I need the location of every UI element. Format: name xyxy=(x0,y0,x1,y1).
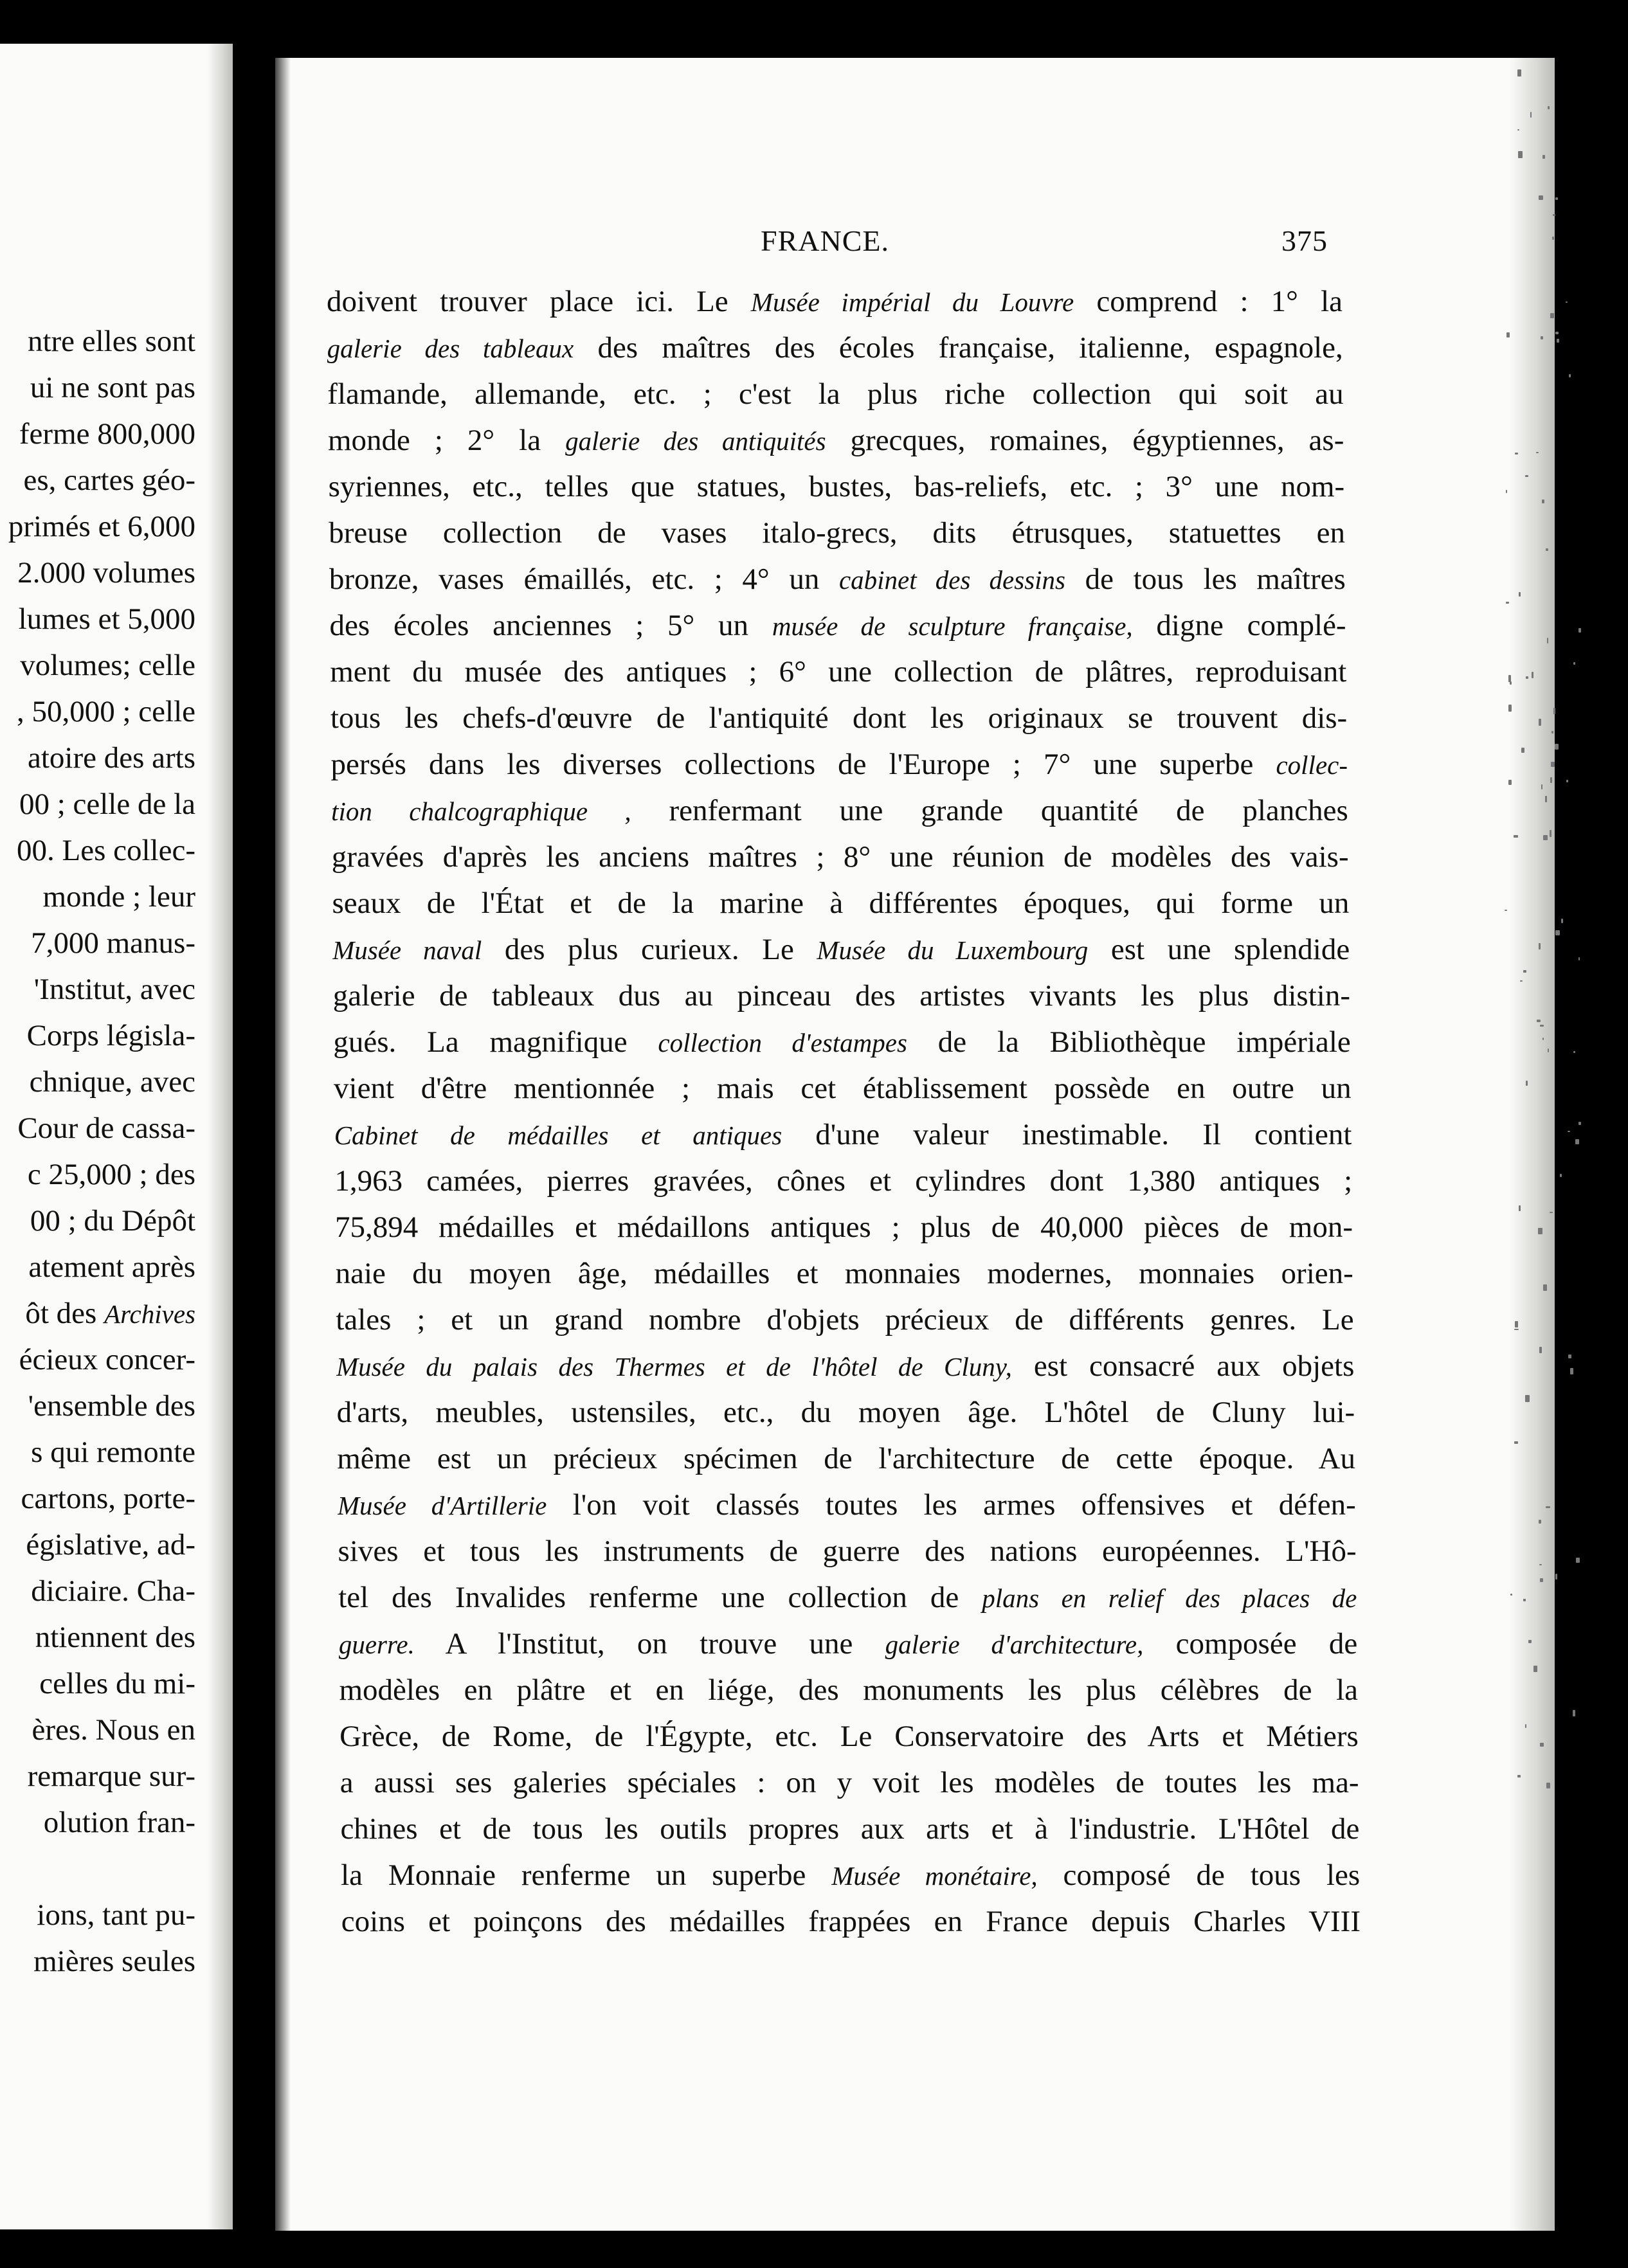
text-segment: des plus curieux. Le xyxy=(482,933,817,966)
italic-segment: Archives xyxy=(104,1299,195,1329)
left-text-line: monde ; leur xyxy=(42,880,195,914)
speck xyxy=(1508,780,1512,785)
text-segment: 1,963 camées, pierres gravées, cônes et cylindres dont 1,380 antiques ; xyxy=(334,1164,1353,1198)
text-segment: est une splendide xyxy=(1088,933,1350,966)
text-line xyxy=(328,417,1344,464)
speck xyxy=(1521,748,1524,753)
italic-segment: Musée monétaire, xyxy=(831,1861,1038,1891)
text-segment: a aussi ses galeries spéciales : on y voit les modèles de toutes les ma- xyxy=(339,1766,1359,1799)
speck xyxy=(1515,1321,1518,1328)
speck xyxy=(1517,1775,1520,1778)
left-text-line: ferme 800,000 xyxy=(19,417,195,451)
speck xyxy=(1525,1395,1529,1402)
left-text-line xyxy=(25,1290,195,1336)
speck xyxy=(1510,681,1512,685)
speck xyxy=(1553,214,1555,216)
text-line xyxy=(337,1436,1355,1482)
speck xyxy=(1514,835,1518,838)
left-text-line: 'ensemble des xyxy=(28,1389,195,1423)
left-text-line: atoire des arts xyxy=(27,741,195,775)
speck xyxy=(1542,155,1544,159)
speck xyxy=(1533,1666,1537,1672)
text-segment: même est un précieux spécimen de l'architecture de cette époque. Au xyxy=(337,1442,1355,1475)
speck xyxy=(1578,957,1580,961)
text-segment: breuse collection de vases italo-grecs, dits étrusques, statuettes en xyxy=(329,516,1345,550)
speck xyxy=(1578,628,1581,632)
text-segment: composé de tous les xyxy=(1037,1859,1361,1892)
speck xyxy=(1566,302,1568,303)
text-line xyxy=(338,1528,1357,1574)
text-segment: d'une valeur inestimable. Il contient xyxy=(782,1118,1352,1151)
left-text-line: primés et 6,000 xyxy=(8,510,195,543)
page-header xyxy=(275,224,1555,262)
page-edge-shadow xyxy=(1510,58,1555,2231)
speck xyxy=(1525,1724,1526,1727)
speck xyxy=(1517,69,1521,76)
text-line xyxy=(334,1158,1352,1204)
text-line xyxy=(337,1389,1355,1436)
right-page-gutter-shadow xyxy=(275,58,291,2231)
text-segment: des écoles anciennes ; 5° un xyxy=(329,609,772,642)
speck xyxy=(1568,1131,1571,1132)
text-line xyxy=(327,278,1343,325)
text-segment: digne complé- xyxy=(1132,609,1346,642)
left-text-line: chnique, avec xyxy=(29,1065,195,1099)
speck xyxy=(1519,592,1520,597)
text-line xyxy=(341,1852,1360,1898)
speck xyxy=(1566,780,1568,782)
speck xyxy=(1523,1599,1526,1601)
text-line xyxy=(338,1482,1356,1528)
speck xyxy=(1578,1122,1581,1125)
text-segment: la Monnaie renferme un superbe xyxy=(341,1859,832,1892)
speck xyxy=(1551,762,1555,767)
speck xyxy=(1543,1284,1547,1291)
text-segment: tel des Invalides renferme une collection de xyxy=(338,1581,982,1614)
text-line xyxy=(332,880,1349,926)
right-page xyxy=(275,58,1555,2231)
text-segment: 75,894 médailles et médaillons antiques ; plus de 40,000 pièces de mon- xyxy=(335,1210,1353,1244)
speck xyxy=(1506,332,1510,338)
text-segment: modèles en plâtre et en liége, des monuments les plus célèbres de la xyxy=(339,1673,1358,1707)
text-segment: des maîtres des écoles française, italienne, espagnole, xyxy=(574,331,1343,364)
text-line xyxy=(339,1713,1359,1760)
speck xyxy=(1548,1048,1550,1052)
text-line xyxy=(338,1574,1357,1621)
left-text-line: Corps législa- xyxy=(26,1019,195,1052)
speck xyxy=(1541,336,1543,339)
text-segment: tales ; et un grand nombre d'objets précieux de différents genres. Le xyxy=(336,1303,1354,1336)
text-line xyxy=(330,602,1346,649)
speck xyxy=(1546,548,1548,551)
text-line xyxy=(336,1250,1353,1297)
text-segment: d'arts, meubles, ustensiles, etc., du moyen âge. L'hôtel de Cluny lui- xyxy=(336,1396,1355,1429)
text-line xyxy=(336,1297,1353,1343)
text-segment: chines et de tous les outils propres aux arts et à l'industrie. L'Hôtel de xyxy=(340,1812,1360,1846)
left-text-line: volumes; celle xyxy=(20,649,195,682)
speck xyxy=(1520,980,1523,982)
left-text-line: 2.000 volumes xyxy=(17,556,195,590)
text-line xyxy=(339,1667,1359,1713)
italic-segment: guerre. xyxy=(338,1630,415,1659)
text-line xyxy=(339,1621,1357,1667)
left-text-line: diciaire. Cha- xyxy=(31,1574,195,1608)
left-text-line: 7,000 manus- xyxy=(31,926,195,960)
left-page xyxy=(0,44,233,2229)
speck xyxy=(1539,1520,1541,1524)
left-text-line: , 50,000 ; celle xyxy=(16,695,195,728)
text-line xyxy=(330,695,1347,741)
speck xyxy=(1573,662,1575,665)
left-text-line: atement après xyxy=(28,1250,195,1284)
italic-segment: musée de sculpture française, xyxy=(772,611,1133,641)
text-line xyxy=(329,556,1346,602)
speck xyxy=(1530,112,1532,118)
speck xyxy=(1547,638,1549,644)
text-segment: doivent trouver place ici. Le xyxy=(327,285,751,318)
left-text-line: ions, tant pu- xyxy=(37,1898,195,1932)
text-segment: monde ; 2° la xyxy=(327,424,566,457)
text-segment: syriennes, etc., telles que statues, bustes, bas-reliefs, etc. ; 3° une nom- xyxy=(328,470,1345,503)
speck xyxy=(1514,1329,1518,1330)
text-segment: comprend : 1° la xyxy=(1074,285,1343,318)
text-segment: persés dans les diverses collections de l'Europe ; 7° une superbe xyxy=(330,748,1276,781)
speck xyxy=(1515,453,1517,455)
left-text-line: lumes et 5,000 xyxy=(18,602,195,636)
italic-segment: galerie des antiquités xyxy=(565,426,826,456)
left-text-line: 00. Les collec- xyxy=(17,834,195,867)
text-segment: tous les chefs-d'œuvre de l'antiquité dont les originaux se trouvent dis- xyxy=(330,701,1348,735)
text-line xyxy=(329,464,1345,510)
text-line xyxy=(335,1204,1353,1250)
text-segment: grecques, romaines, égyptiennes, as- xyxy=(826,424,1344,457)
text-line xyxy=(336,1343,1354,1389)
italic-segment: galerie des tableaux xyxy=(327,334,574,363)
text-segment: bronze, vases émaillés, etc. ; 4° un xyxy=(329,562,839,596)
text-segment: est consacré aux objets xyxy=(1011,1349,1355,1383)
speck xyxy=(1506,490,1508,493)
speck xyxy=(1569,374,1571,378)
speck xyxy=(1543,835,1547,840)
speck xyxy=(1540,1743,1544,1747)
text-segment: seaux de l'État et de la marine à différentes époques, qui forme un xyxy=(332,887,1350,920)
italic-segment: Musée naval xyxy=(332,935,482,965)
speck xyxy=(1552,237,1553,240)
speck xyxy=(1523,970,1526,973)
italic-segment: Musée d'Artillerie xyxy=(337,1491,547,1520)
speck xyxy=(1508,675,1511,682)
text-segment: renfermant une grande quantité de planches xyxy=(631,794,1348,827)
speck xyxy=(1545,796,1547,802)
text-line xyxy=(340,1760,1359,1806)
speck xyxy=(1526,676,1528,678)
speck xyxy=(1555,197,1558,200)
italic-segment: tion chalcographique , xyxy=(331,797,631,826)
speck xyxy=(1561,919,1563,924)
text-segment: vient d'être mentionnée ; mais cet établissement possède en outre un xyxy=(334,1072,1352,1105)
text-segment: Grèce, de Rome, de l'Égypte, etc. Le Conservatoire des Arts et Métiers xyxy=(339,1720,1359,1753)
left-text-line: Cour de cassa- xyxy=(17,1112,195,1145)
text-segment: gravées d'après les anciens maîtres ; 8° une réunion de modèles des vais- xyxy=(331,840,1349,874)
speck xyxy=(1536,452,1539,453)
text-segment: ment du musée des antiques ; 6° une collection de plâtres, reproduisant xyxy=(330,655,1347,688)
speck xyxy=(1555,930,1560,935)
speck xyxy=(1550,313,1553,318)
text-line xyxy=(327,371,1343,417)
italic-segment: cabinet des dessins xyxy=(838,565,1065,595)
text-line xyxy=(333,1019,1350,1065)
speck xyxy=(1526,1081,1528,1086)
speck xyxy=(1506,602,1509,604)
text-line xyxy=(331,741,1348,788)
speck xyxy=(1557,339,1560,343)
italic-segment: galerie d'architecture, xyxy=(885,1630,1144,1659)
left-text-line: 'Institut, avec xyxy=(33,973,195,1006)
text-segment: A l'Institut, on trouve une xyxy=(414,1627,885,1661)
text-line xyxy=(341,1898,1361,1945)
text-segment: coins et poinçons des médailles frappées en France depuis Charles VIII xyxy=(341,1905,1361,1938)
speck xyxy=(1546,1506,1550,1508)
text-line xyxy=(333,973,1350,1019)
speck xyxy=(1568,1354,1571,1359)
speck xyxy=(1539,195,1543,200)
speck xyxy=(1525,475,1529,477)
speck xyxy=(1546,1783,1550,1788)
left-text-line: ères. Nous en xyxy=(32,1713,195,1747)
text-segment: l'on voit classés toutes les armes offensives et défen- xyxy=(547,1488,1356,1522)
left-text-line: ntre elles sont xyxy=(27,325,195,358)
text-segment: sives et tous les instruments de guerre des nations européennes. L'Hô- xyxy=(338,1534,1357,1568)
speck xyxy=(1555,1574,1557,1580)
italic-segment: Musée du Luxembourg xyxy=(817,935,1089,965)
left-text-line: olution fran- xyxy=(43,1806,195,1839)
text-line xyxy=(330,649,1346,695)
speck xyxy=(1560,1174,1562,1177)
text-segment: composée de xyxy=(1143,1627,1358,1661)
page-number: 375 xyxy=(1281,224,1328,257)
italic-segment: Cabinet de médailles et antiques xyxy=(334,1120,782,1150)
left-text-line: ui ne sont pas xyxy=(30,371,195,404)
text-segment: de la Bibliothèque impériale xyxy=(907,1025,1351,1059)
left-text-line: celles du mi- xyxy=(39,1667,195,1700)
speck xyxy=(1539,943,1540,950)
speck xyxy=(1555,744,1559,750)
speck xyxy=(1550,777,1552,783)
left-text-line: écieux concer- xyxy=(19,1343,195,1376)
left-text-line: s qui remonte xyxy=(31,1436,195,1469)
speck xyxy=(1519,1205,1521,1211)
text-line xyxy=(332,926,1350,973)
running-head: FRANCE. xyxy=(761,224,889,257)
speck xyxy=(1517,129,1519,130)
text-segment: flamande, allemande, etc. ; c'est la plus riche collection qui soit au xyxy=(327,377,1344,411)
text-segment: de tous les maîtres xyxy=(1065,562,1346,596)
italic-segment: Musée du palais des Thermes et de l'hôtel de Cluny, xyxy=(336,1352,1012,1382)
speck xyxy=(1575,1139,1579,1144)
speck xyxy=(1540,1578,1543,1582)
speck xyxy=(1542,500,1544,504)
speck xyxy=(1576,1558,1580,1563)
speck xyxy=(1532,672,1533,678)
left-text-line: 00 ; du Dépôt xyxy=(30,1204,195,1238)
text-segment: ôt des xyxy=(25,1297,105,1330)
left-page-gutter-shadow xyxy=(207,44,233,2229)
speck xyxy=(1528,1640,1532,1644)
left-text-line: es, cartes géo- xyxy=(23,464,195,497)
speck xyxy=(1550,830,1551,837)
speck xyxy=(1570,1368,1573,1374)
left-text-line: cartons, porte- xyxy=(21,1482,195,1515)
left-text-line: c 25,000 ; des xyxy=(27,1158,195,1191)
speck xyxy=(1518,151,1523,158)
speck xyxy=(1538,1228,1542,1234)
left-text-line: 00 ; celle de la xyxy=(19,788,195,821)
speck xyxy=(1553,708,1555,715)
speck xyxy=(1539,1347,1542,1353)
speck xyxy=(1555,332,1559,334)
speck xyxy=(1548,106,1550,109)
speck xyxy=(1539,719,1542,725)
text-segment: naie du moyen âge, médailles et monnaies modernes, monnaies orien- xyxy=(335,1257,1353,1290)
speck xyxy=(1537,1020,1540,1023)
text-line xyxy=(331,788,1348,834)
speck xyxy=(1550,1212,1552,1214)
speck xyxy=(1573,1051,1575,1053)
italic-segment: collec- xyxy=(1276,750,1348,780)
left-text-line: ntiennent des xyxy=(35,1621,195,1654)
speck xyxy=(1540,1025,1544,1027)
speck xyxy=(1573,1710,1575,1717)
italic-segment: collection d'estampes xyxy=(658,1028,907,1058)
text-segment: gués. La magnifique xyxy=(333,1025,658,1059)
text-segment: galerie de tableaux dus au pinceau des artistes vivants les plus distin- xyxy=(332,979,1350,1013)
text-line xyxy=(332,834,1349,880)
text-line xyxy=(340,1806,1359,1852)
italic-segment: Musée impérial du Louvre xyxy=(750,287,1074,317)
text-line xyxy=(327,325,1343,371)
italic-segment: plans en relief des places de xyxy=(982,1583,1357,1613)
speck xyxy=(1551,731,1553,733)
text-line xyxy=(334,1065,1352,1112)
text-line xyxy=(334,1112,1352,1158)
text-line xyxy=(329,510,1345,556)
left-text-line: égislative, ad- xyxy=(26,1528,195,1562)
speck xyxy=(1510,1594,1512,1596)
left-text-line: remarque sur- xyxy=(27,1760,195,1793)
speck xyxy=(1514,1441,1518,1444)
left-text-line: mières seules xyxy=(33,1945,195,1978)
speck xyxy=(1508,705,1511,712)
